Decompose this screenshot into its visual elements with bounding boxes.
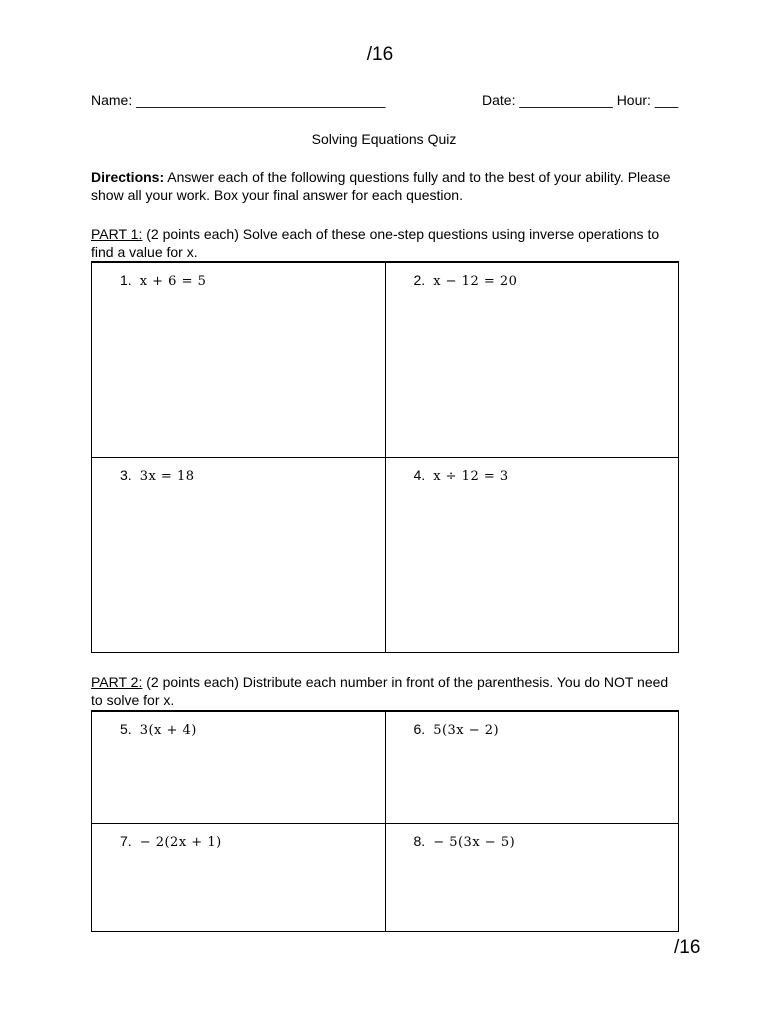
problem-equation: − 5(3x − 5) (433, 834, 516, 850)
problem-cell-6[interactable] (385, 711, 679, 823)
directions (91, 168, 683, 204)
part1-text: (2 points each) Solve each of these one-step questions using inverse operations to find a value for x. (91, 226, 660, 260)
problem-equation: 3x = 18 (139, 468, 195, 484)
problem-7 (120, 833, 222, 850)
directions-text: Answer each of the following questions fully and to the best of your ability. Please show all your work. Box your final answer for each question. (91, 169, 671, 203)
hour-label: Hour: (616, 92, 651, 108)
problem-2 (414, 272, 518, 289)
problem-number: 6. (413, 721, 426, 737)
problem-cell-7[interactable] (92, 823, 386, 931)
part2-text: (2 points each) Distribute each number in front of the parenthesis. You do NOT need to solve for x. (91, 674, 669, 708)
problem-number: 2. (413, 272, 426, 288)
date-hour-fields[interactable] (482, 92, 678, 108)
problem-cell-8[interactable] (385, 823, 679, 931)
problem-5 (120, 721, 197, 738)
problem-1 (120, 272, 206, 289)
problem-number: 5. (120, 721, 132, 737)
part2-label: PART 2: (91, 674, 143, 690)
problem-equation: x − 12 = 20 (433, 274, 518, 289)
problem-4 (414, 467, 509, 484)
problem-equation: 5(3x − 2) (433, 723, 500, 738)
problem-3 (120, 467, 195, 484)
problem-cell-3[interactable] (92, 457, 386, 652)
problem-cell-2[interactable] (385, 262, 679, 457)
name-line: ________________________________ (136, 92, 386, 108)
problem-equation: − 2(2x + 1) (139, 834, 222, 850)
part1-label: PART 1: (91, 226, 143, 242)
problem-number: 3. (120, 466, 132, 483)
score-top: /16 (366, 44, 394, 65)
problem-cell-1[interactable] (92, 262, 386, 457)
date-label: Date: (482, 92, 516, 108)
problem-number: 8. (413, 832, 426, 849)
problem-number: 4. (413, 466, 426, 483)
problem-cell-5[interactable] (92, 711, 386, 823)
problem-6 (414, 721, 500, 738)
part2-instructions (91, 673, 683, 709)
problem-equation: x ÷ 12 = 3 (433, 468, 509, 484)
problem-equation: 3(x + 4) (139, 723, 197, 738)
part1-instructions (91, 225, 683, 261)
score-bottom: /16 (674, 937, 701, 958)
problem-number: 1. (120, 272, 132, 288)
problem-equation: x + 6 = 5 (139, 274, 207, 289)
hour-line: ___ (654, 92, 679, 108)
part1-grid (91, 261, 679, 653)
directions-label: Directions: (91, 169, 165, 185)
problem-number: 7. (120, 832, 132, 849)
problem-cell-4[interactable] (385, 457, 679, 652)
quiz-title: Solving Equations Quiz (311, 131, 457, 147)
part2-grid (91, 710, 679, 932)
name-label: Name: (91, 92, 133, 108)
date-line: ____________ (519, 92, 613, 108)
name-field[interactable] (91, 92, 385, 108)
problem-8 (414, 833, 516, 850)
